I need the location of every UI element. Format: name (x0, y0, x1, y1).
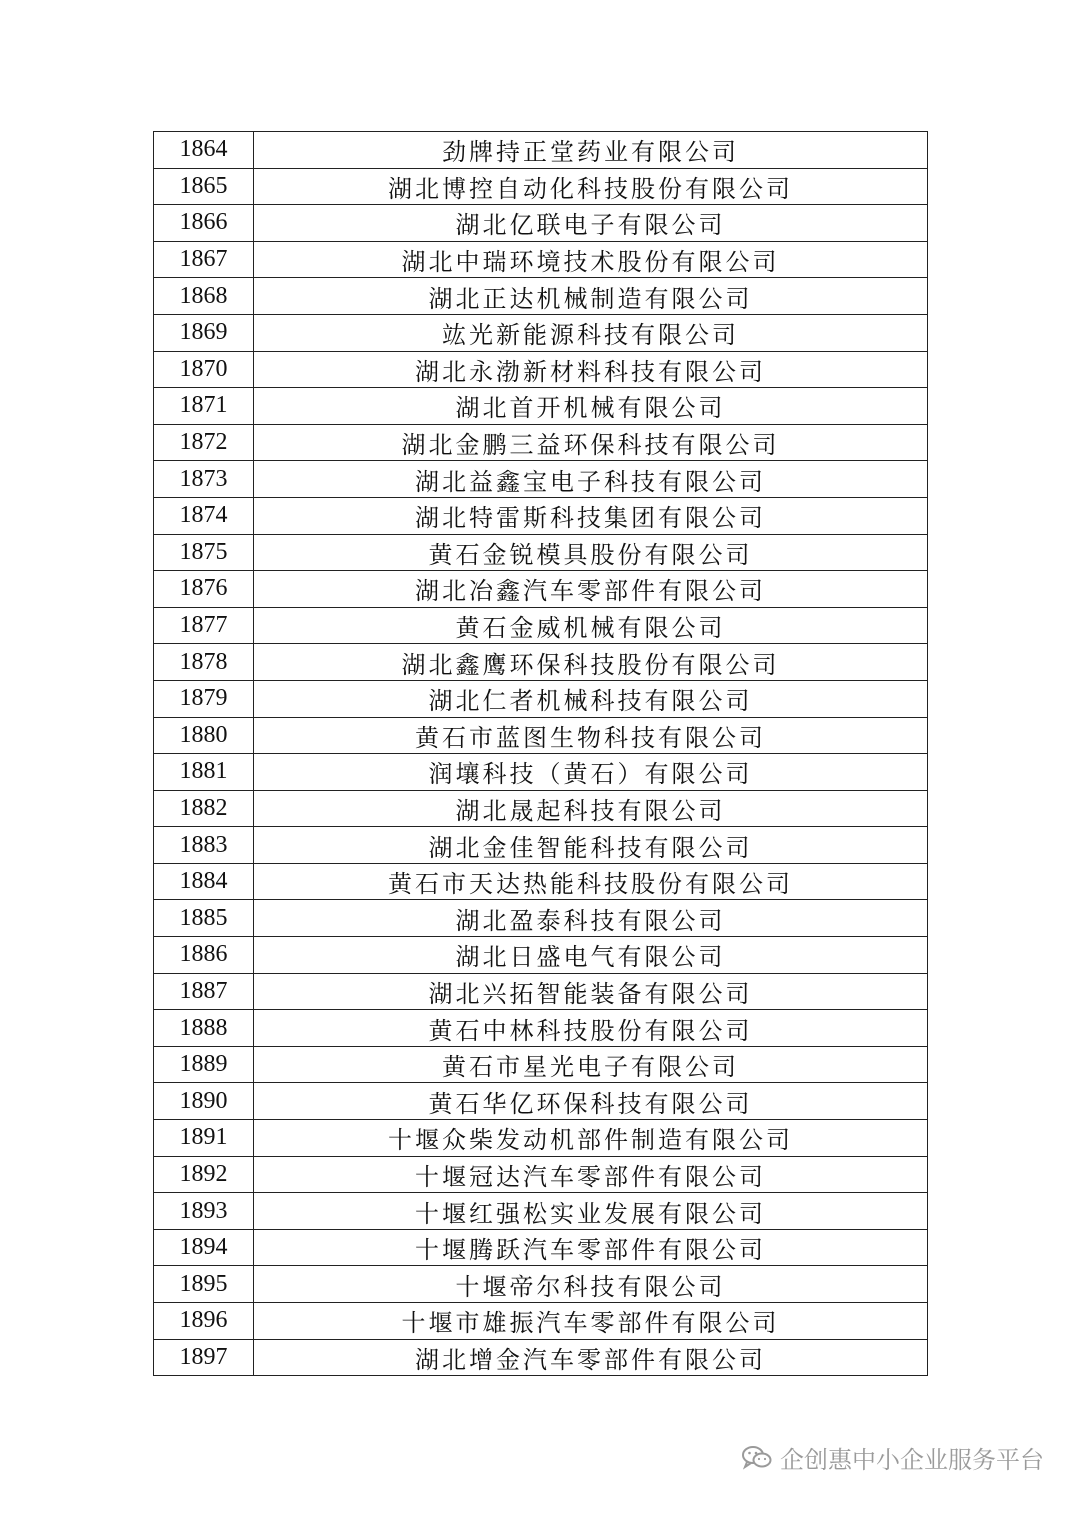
row-number: 1895 (154, 1266, 254, 1303)
table-row (154, 900, 928, 937)
row-number: 1880 (154, 717, 254, 754)
company-name: 湖北盈泰科技有限公司 (254, 900, 928, 937)
table-row (154, 644, 928, 681)
company-name: 十堰冠达汽车零部件有限公司 (254, 1156, 928, 1193)
company-name: 湖北金鹏三益环保科技有限公司 (254, 424, 928, 461)
table-row (154, 461, 928, 498)
row-number: 1893 (154, 1193, 254, 1230)
table-row (154, 1229, 928, 1266)
row-number: 1886 (154, 937, 254, 974)
table-row (154, 863, 928, 900)
row-number: 1887 (154, 973, 254, 1010)
row-number: 1892 (154, 1156, 254, 1193)
row-number: 1883 (154, 827, 254, 864)
row-number: 1874 (154, 497, 254, 534)
company-name: 十堰红强松实业发展有限公司 (254, 1193, 928, 1230)
row-number: 1864 (154, 132, 254, 169)
company-name: 湖北金佳智能科技有限公司 (254, 827, 928, 864)
table-row (154, 1120, 928, 1157)
row-number: 1890 (154, 1083, 254, 1120)
table-row (154, 1303, 928, 1340)
table-row (154, 241, 928, 278)
row-number: 1888 (154, 1010, 254, 1047)
company-name: 湖北中瑞环境技术股份有限公司 (254, 241, 928, 278)
company-name: 黄石中林科技股份有限公司 (254, 1010, 928, 1047)
company-name: 竑光新能源科技有限公司 (254, 314, 928, 351)
table-row (154, 424, 928, 461)
company-name: 湖北兴拓智能装备有限公司 (254, 973, 928, 1010)
table-row (154, 827, 928, 864)
row-number: 1897 (154, 1339, 254, 1376)
row-number: 1878 (154, 644, 254, 681)
company-name: 十堰市雄振汽车零部件有限公司 (254, 1303, 928, 1340)
row-number: 1865 (154, 168, 254, 205)
company-name: 黄石市星光电子有限公司 (254, 1046, 928, 1083)
company-name: 湖北仁者机械科技有限公司 (254, 680, 928, 717)
table-row (154, 717, 928, 754)
row-number: 1876 (154, 571, 254, 608)
company-name: 湖北博控自动化科技股份有限公司 (254, 168, 928, 205)
company-name: 十堰帝尔科技有限公司 (254, 1266, 928, 1303)
company-name: 湖北益鑫宝电子科技有限公司 (254, 461, 928, 498)
row-number: 1884 (154, 863, 254, 900)
table-row (154, 1010, 928, 1047)
company-name: 湖北正达机械制造有限公司 (254, 278, 928, 315)
company-name: 十堰腾跃汽车零部件有限公司 (254, 1229, 928, 1266)
row-number: 1891 (154, 1120, 254, 1157)
table-row (154, 1083, 928, 1120)
row-number: 1885 (154, 900, 254, 937)
wechat-icon (742, 1445, 772, 1471)
table-row (154, 680, 928, 717)
company-name: 润壤科技（黄石）有限公司 (254, 754, 928, 791)
company-name: 十堰众柴发动机部件制造有限公司 (254, 1120, 928, 1157)
row-number: 1867 (154, 241, 254, 278)
table-row (154, 1156, 928, 1193)
table-row (154, 571, 928, 608)
table-row (154, 1046, 928, 1083)
table-row (154, 205, 928, 242)
company-name: 湖北日盛电气有限公司 (254, 937, 928, 974)
table-row (154, 168, 928, 205)
company-name: 黄石金锐模具股份有限公司 (254, 534, 928, 571)
company-name: 湖北晟起科技有限公司 (254, 790, 928, 827)
row-number: 1889 (154, 1046, 254, 1083)
watermark (742, 1440, 1044, 1475)
table-row (154, 1193, 928, 1230)
table-row (154, 973, 928, 1010)
company-name: 黄石市天达热能科技股份有限公司 (254, 863, 928, 900)
row-number: 1873 (154, 461, 254, 498)
table-row (154, 351, 928, 388)
company-name: 湖北亿联电子有限公司 (254, 205, 928, 242)
row-number: 1869 (154, 314, 254, 351)
watermark-text: 企创惠中小企业服务平台 (780, 1446, 1044, 1474)
row-number: 1877 (154, 607, 254, 644)
row-number: 1875 (154, 534, 254, 571)
table-row (154, 1266, 928, 1303)
company-name: 湖北冶鑫汽车零部件有限公司 (254, 571, 928, 608)
company-name: 黄石华亿环保科技有限公司 (254, 1083, 928, 1120)
company-name: 黄石市蓝图生物科技有限公司 (254, 717, 928, 754)
row-number: 1896 (154, 1303, 254, 1340)
row-number: 1868 (154, 278, 254, 315)
table-row (154, 314, 928, 351)
row-number: 1871 (154, 388, 254, 425)
table-body (154, 132, 928, 1376)
company-name: 黄石金威机械有限公司 (254, 607, 928, 644)
company-name: 湖北增金汽车零部件有限公司 (254, 1339, 928, 1376)
row-number: 1872 (154, 424, 254, 461)
company-name: 湖北特雷斯科技集团有限公司 (254, 497, 928, 534)
company-name: 湖北首开机械有限公司 (254, 388, 928, 425)
table-row (154, 754, 928, 791)
table-row (154, 937, 928, 974)
table-row (154, 497, 928, 534)
table-row (154, 1339, 928, 1376)
company-name: 湖北鑫鹰环保科技股份有限公司 (254, 644, 928, 681)
row-number: 1882 (154, 790, 254, 827)
company-list-table (153, 131, 928, 1376)
company-name: 湖北永渤新材料科技有限公司 (254, 351, 928, 388)
row-number: 1879 (154, 680, 254, 717)
company-name: 劲牌持正堂药业有限公司 (254, 132, 928, 169)
table-row (154, 388, 928, 425)
row-number: 1881 (154, 754, 254, 791)
table-row (154, 278, 928, 315)
table-row (154, 534, 928, 571)
table-row (154, 132, 928, 169)
row-number: 1866 (154, 205, 254, 242)
table-row (154, 607, 928, 644)
row-number: 1894 (154, 1229, 254, 1266)
table-row (154, 790, 928, 827)
row-number: 1870 (154, 351, 254, 388)
